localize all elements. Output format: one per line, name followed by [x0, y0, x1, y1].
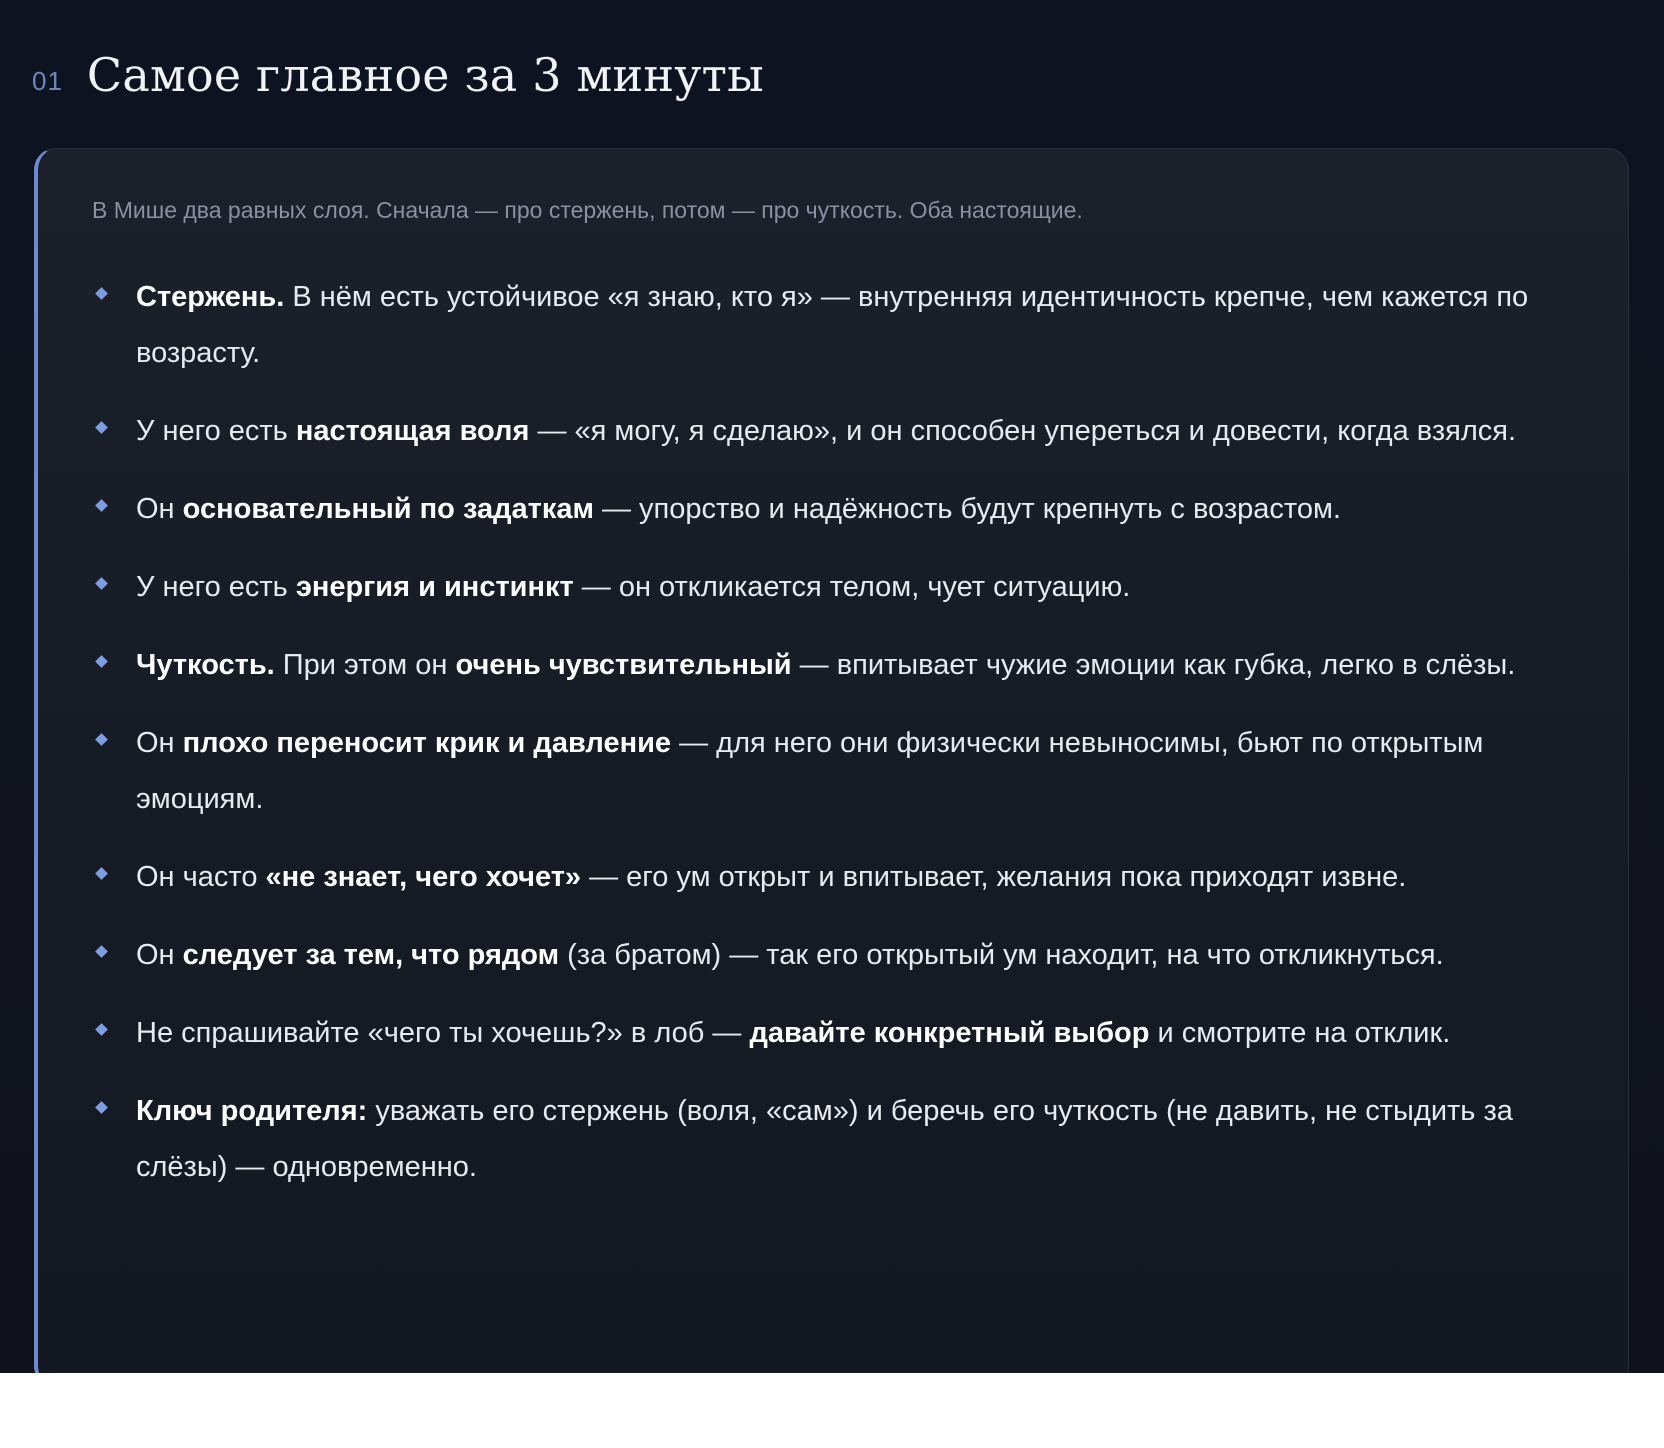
list-item: У него есть энергия и инстинкт — он откликается телом, чует ситуацию.: [92, 559, 1612, 615]
card-intro: В Мише два равных слоя. Сначала — про стержень, потом — про чуткость. Оба настоящие.: [92, 197, 1083, 223]
key-points-list: [92, 269, 1612, 1217]
diamond-bullet-icon: [95, 421, 108, 434]
list-item: Стержень. В нём есть устойчивое «я знаю, кто я» — внутренняя идентичность крепче, чем кажется по возрасту.: [92, 269, 1612, 381]
diamond-bullet-icon: [95, 655, 108, 668]
list-item: Он часто «не знает, чего хочет» — его ум открыт и впитывает, желания пока приходят извне.: [92, 849, 1612, 905]
list-item: Ключ родителя: уважать его стержень (воля, «сам») и беречь его чуткость (не давить, не стыдить за слёзы) — одновременно.: [92, 1083, 1612, 1195]
list-item: Не спрашивайте «чего ты хочешь?» в лоб — давайте конкретный выбор и смотрите на отклик.: [92, 1005, 1612, 1061]
summary-card: [34, 148, 1629, 1373]
section-title: Самое главное за 3 минуты: [86, 48, 764, 102]
diamond-bullet-icon: [95, 499, 108, 512]
section-number: 01: [32, 65, 63, 96]
list-item: У него есть настоящая воля — «я могу, я сделаю», и он способен упереться и довести, когда взялся.: [92, 403, 1612, 459]
list-item: Он основательный по задаткам — упорство и надёжность будут крепнуть с возрастом.: [92, 481, 1612, 537]
diamond-bullet-icon: [95, 1101, 108, 1114]
diamond-bullet-icon: [95, 287, 108, 300]
diamond-bullet-icon: [95, 733, 108, 746]
section-header: [32, 40, 764, 110]
diamond-bullet-icon: [95, 867, 108, 880]
diamond-bullet-icon: [95, 1023, 108, 1036]
list-item: Он плохо переносит крик и давление — для него они физически невыносимы, бьют по открытым эмоциям.: [92, 715, 1612, 827]
list-item: Он следует за тем, что рядом (за братом) — так его открытый ум находит, на что откликнуться.: [92, 927, 1612, 983]
list-item: Чуткость. При этом он очень чувствительный — впитывает чужие эмоции как губка, легко в слёзы.: [92, 637, 1612, 693]
diamond-bullet-icon: [95, 577, 108, 590]
diamond-bullet-icon: [95, 945, 108, 958]
